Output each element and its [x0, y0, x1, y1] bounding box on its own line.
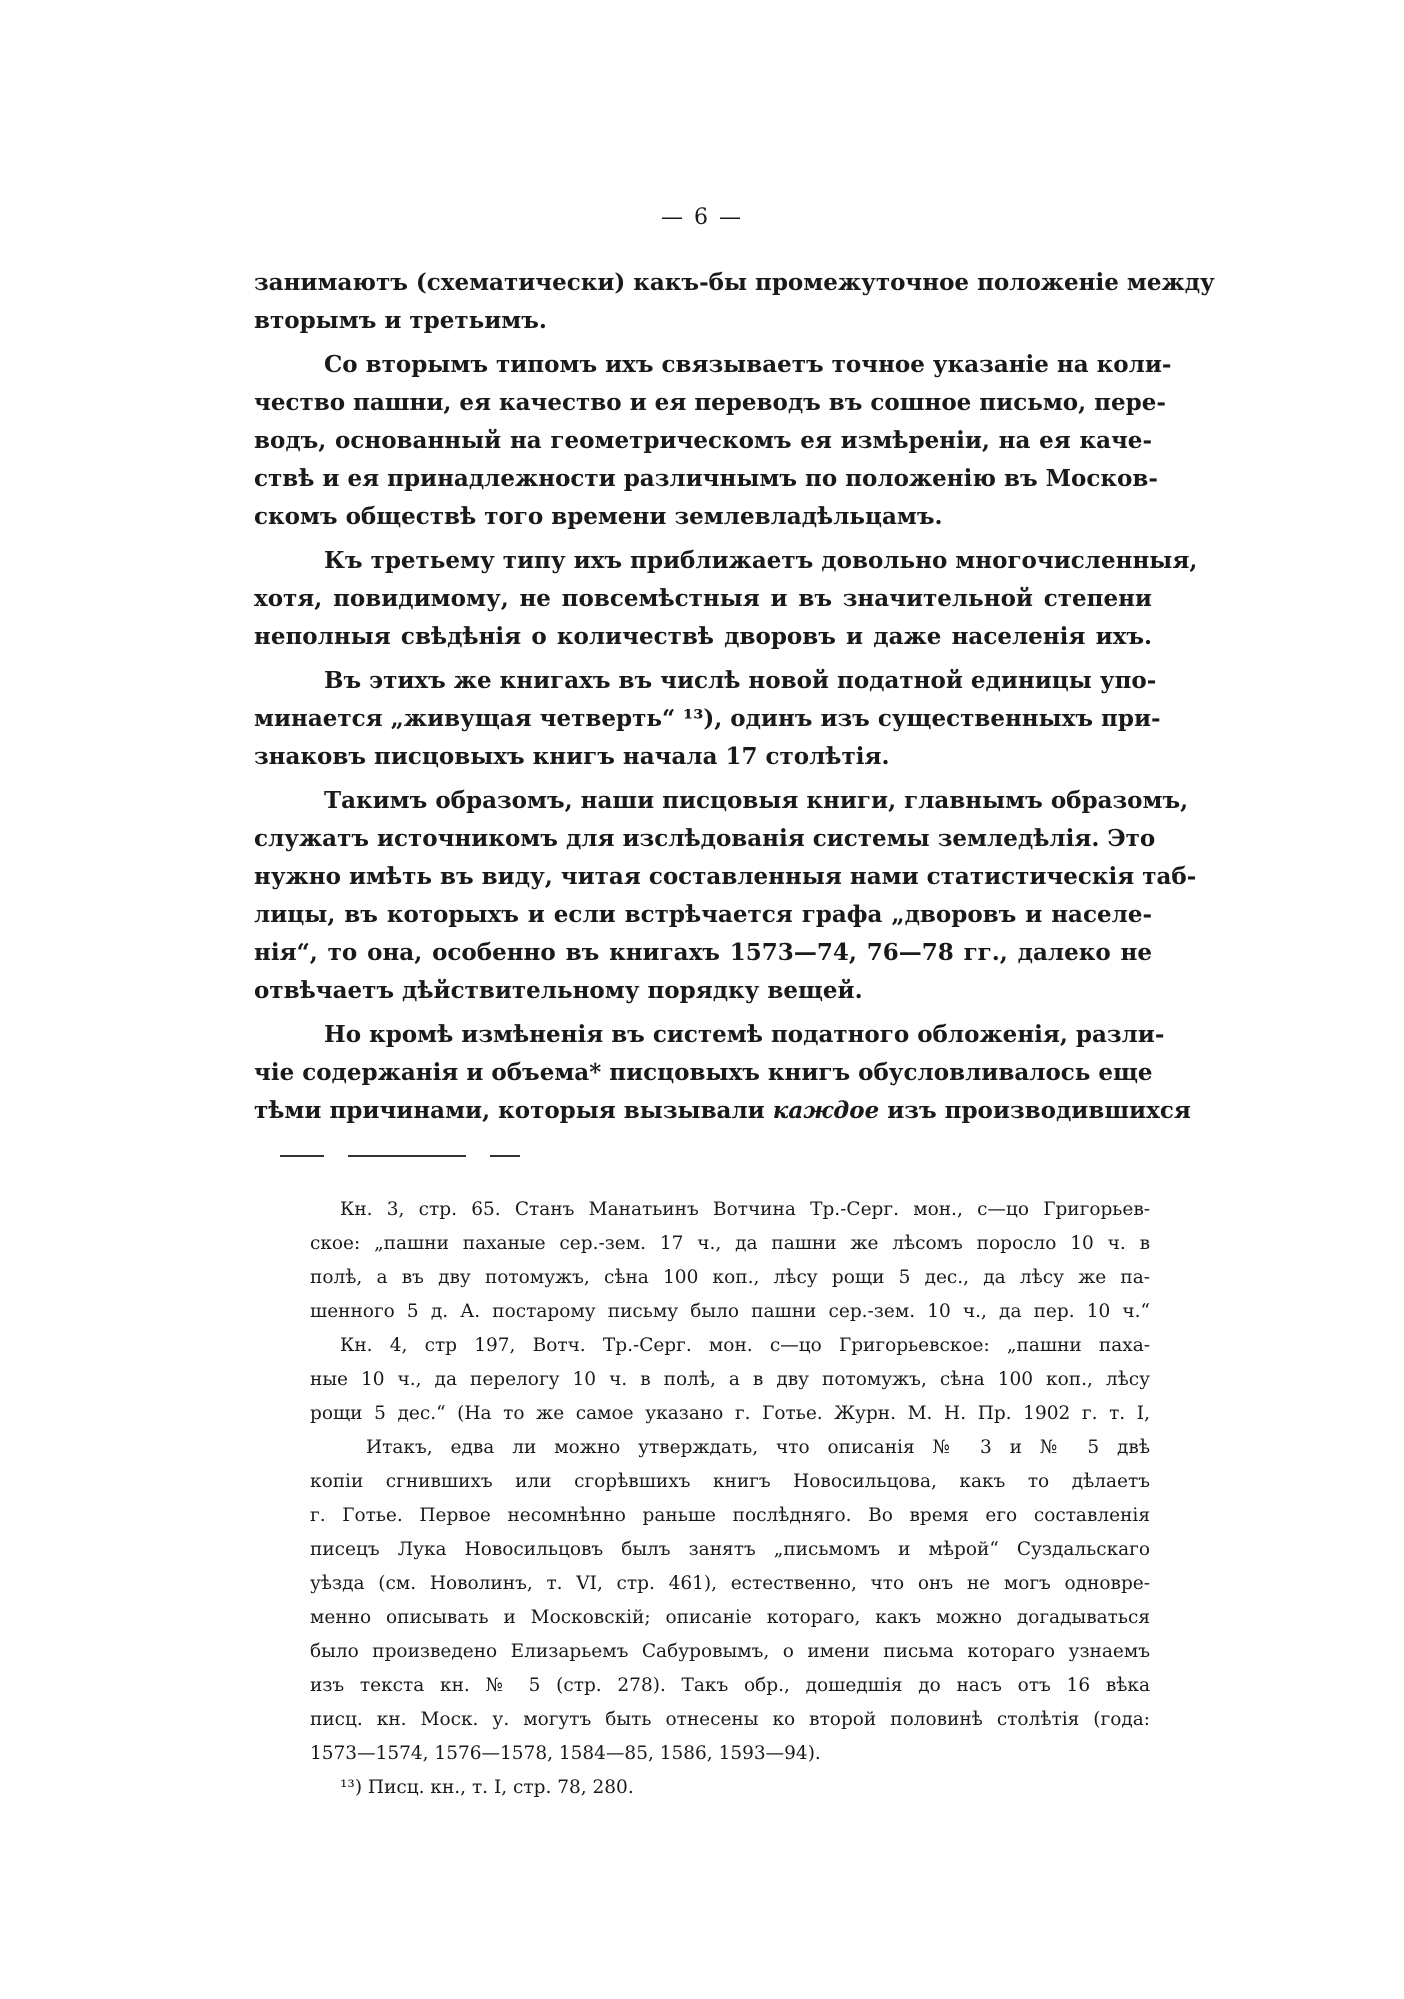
text-line: занимаютъ (схематически) какъ-бы промежуточное положеніе между: [254, 269, 1215, 296]
text-line: вторымъ и третьимъ.: [254, 307, 547, 334]
text-line: нія“, то она, особенно въ книгахъ 1573—74, 76—78 гг., далеко не: [254, 939, 1152, 966]
text-line: ствѣ и ея принадлежности различнымъ по положенію въ Москов-: [254, 465, 1158, 492]
text-line: Но кромѣ измѣненія въ системѣ податного обложенія, разли-: [324, 1021, 1165, 1048]
text-fragment: тѣми причинами, которыя вызывали: [254, 1097, 765, 1124]
footnote-separator: [280, 1155, 520, 1157]
footnote-line: писецъ Лука Новосильцовъ былъ занятъ „письмомъ и мѣрой“ Суздальскаго: [310, 1539, 1150, 1560]
paragraph-3: [254, 542, 1198, 656]
footnote-13: [310, 1771, 1150, 1805]
text-line: неполныя свѣдѣнія о количествѣ дворовъ и даже населенія ихъ.: [254, 623, 1152, 650]
text-line: скомъ обществѣ того времени землевладѣльцамъ.: [254, 503, 943, 530]
text-line: Къ третьему типу ихъ приближаетъ довольно многочисленныя,: [324, 547, 1198, 574]
text-line: знаковъ писцовыхъ книгъ начала 17 столѣтія.: [254, 743, 890, 770]
text-line: минается „живущая четверть“ ¹³), одинъ изъ существенныхъ при-: [254, 705, 1161, 732]
page-number: — 6 —: [661, 205, 743, 230]
footnote-line: менно описывать и Московскій; описаніе котораго, какъ можно догадываться: [310, 1607, 1150, 1628]
text-line: хотя, повидимому, не повсемѣстныя и въ значительной степени: [254, 585, 1152, 612]
footnote-line: изъ текста кн. № 5 (стр. 278). Такъ обр., дошедшія до насъ отъ 16 вѣка: [310, 1675, 1150, 1696]
main-text: [254, 264, 1215, 1130]
text-line: Со вторымъ типомъ ихъ связываетъ точное указаніе на коли-: [324, 351, 1172, 378]
paragraph-4: [254, 662, 1161, 776]
paragraph-5: [254, 782, 1197, 1010]
text-line: служатъ источникомъ для изслѣдованія системы земледѣлія. Это: [254, 825, 1156, 852]
text-line: нужно имѣть въ виду, читая составленныя нами статистическія таб-: [254, 863, 1197, 890]
footnote-line: было произведено Елизарьемъ Сабуровымъ, о имени письма котораго узнаемъ: [310, 1641, 1150, 1662]
separator-dash: [280, 1155, 324, 1157]
paragraph-1: [254, 264, 1215, 340]
footnote-line: писц. кн. Моск. у. могутъ быть отнесены ко второй половинѣ столѣтія (года:: [310, 1709, 1150, 1730]
text-fragment: изъ производившихся: [887, 1097, 1191, 1124]
italic-word: каждое: [772, 1097, 880, 1124]
footnote-line: уѣзда (см. Новолинъ, т. VI, стр. 461), естественно, что онъ не могъ одновре-: [310, 1573, 1150, 1594]
text-line: отвѣчаетъ дѣйствительному порядку вещей.: [254, 977, 863, 1004]
separator-dash: [490, 1155, 520, 1157]
paragraph-6: [254, 1016, 1191, 1130]
text-line-mixed: [254, 1092, 1191, 1130]
footnote-3: [310, 1431, 1150, 1771]
footnote-line: ные 10 ч., да перелогу 10 ч. в полѣ, а в дву потомужъ, сѣна 100 коп., лѣсу: [310, 1369, 1150, 1390]
footnote-line: г. Готье. Первое несомнѣнно раньше послѣдняго. Во время его составленія: [310, 1505, 1150, 1526]
paragraph-2: [254, 346, 1172, 536]
text-line: лицы, въ которыхъ и если встрѣчается графа „дворовъ и населе-: [254, 901, 1152, 928]
text-line: Въ этихъ же книгахъ въ числѣ новой податной единицы упо-: [324, 667, 1157, 694]
text-line: чество пашни, ея качество и ея переводъ въ сошное письмо, пере-: [254, 389, 1166, 416]
footnote-line: копіи сгнившихъ или сгорѣвшихъ книгъ Новосильцова, какъ то дѣлаетъ: [310, 1471, 1150, 1492]
footnote-line: 1573—1574, 1576—1578, 1584—85, 1586, 1593—94).: [310, 1743, 821, 1764]
footnote-line: шенного 5 д. А. постарому письму было пашни сер.-зем. 10 ч., да пер. 10 ч.“: [310, 1301, 1150, 1322]
text-line: Такимъ образомъ, наши писцовыя книги, главнымъ образомъ,: [324, 787, 1189, 814]
footnote-1: [310, 1193, 1150, 1329]
footnote-line: Итакъ, едва ли можно утверждать, что описанія № 3 и № 5 двѣ: [366, 1437, 1150, 1458]
footnote-line: полѣ, а въ дву потомужъ, сѣна 100 коп., лѣсу рощи 5 дес., да лѣсу же па-: [310, 1267, 1150, 1288]
footnotes: [310, 1193, 1150, 1805]
text-line: чіе содержанія и объема* писцовыхъ книгъ обусловливалось еще: [254, 1059, 1153, 1086]
separator-dash: [348, 1155, 467, 1157]
footnote-line: Кн. 4, стр 197, Вотч. Тр.-Серг. мон. с—цо Григорьевское: „пашни паха-: [340, 1335, 1150, 1356]
footnote-line: ¹³) Писц. кн., т. I, стр. 78, 280.: [340, 1777, 634, 1798]
footnote-line: Кн. 3, стр. 65. Станъ Манатьинъ Вотчина Тр.-Серг. мон., с—цо Григорьев-: [340, 1199, 1150, 1220]
footnote-line: рощи 5 дес.“ (На то же самое указано г. Готье. Журн. М. Н. Пр. 1902 г. т. I,: [310, 1403, 1150, 1424]
footnote-2: [310, 1329, 1150, 1431]
footnote-line: ское: „пашни паханые сер.-зем. 17 ч., да пашни же лѣсомъ поросло 10 ч. в: [310, 1233, 1150, 1254]
text-line: водъ, основанный на геометрическомъ ея измѣреніи, на ея каче-: [254, 427, 1152, 454]
